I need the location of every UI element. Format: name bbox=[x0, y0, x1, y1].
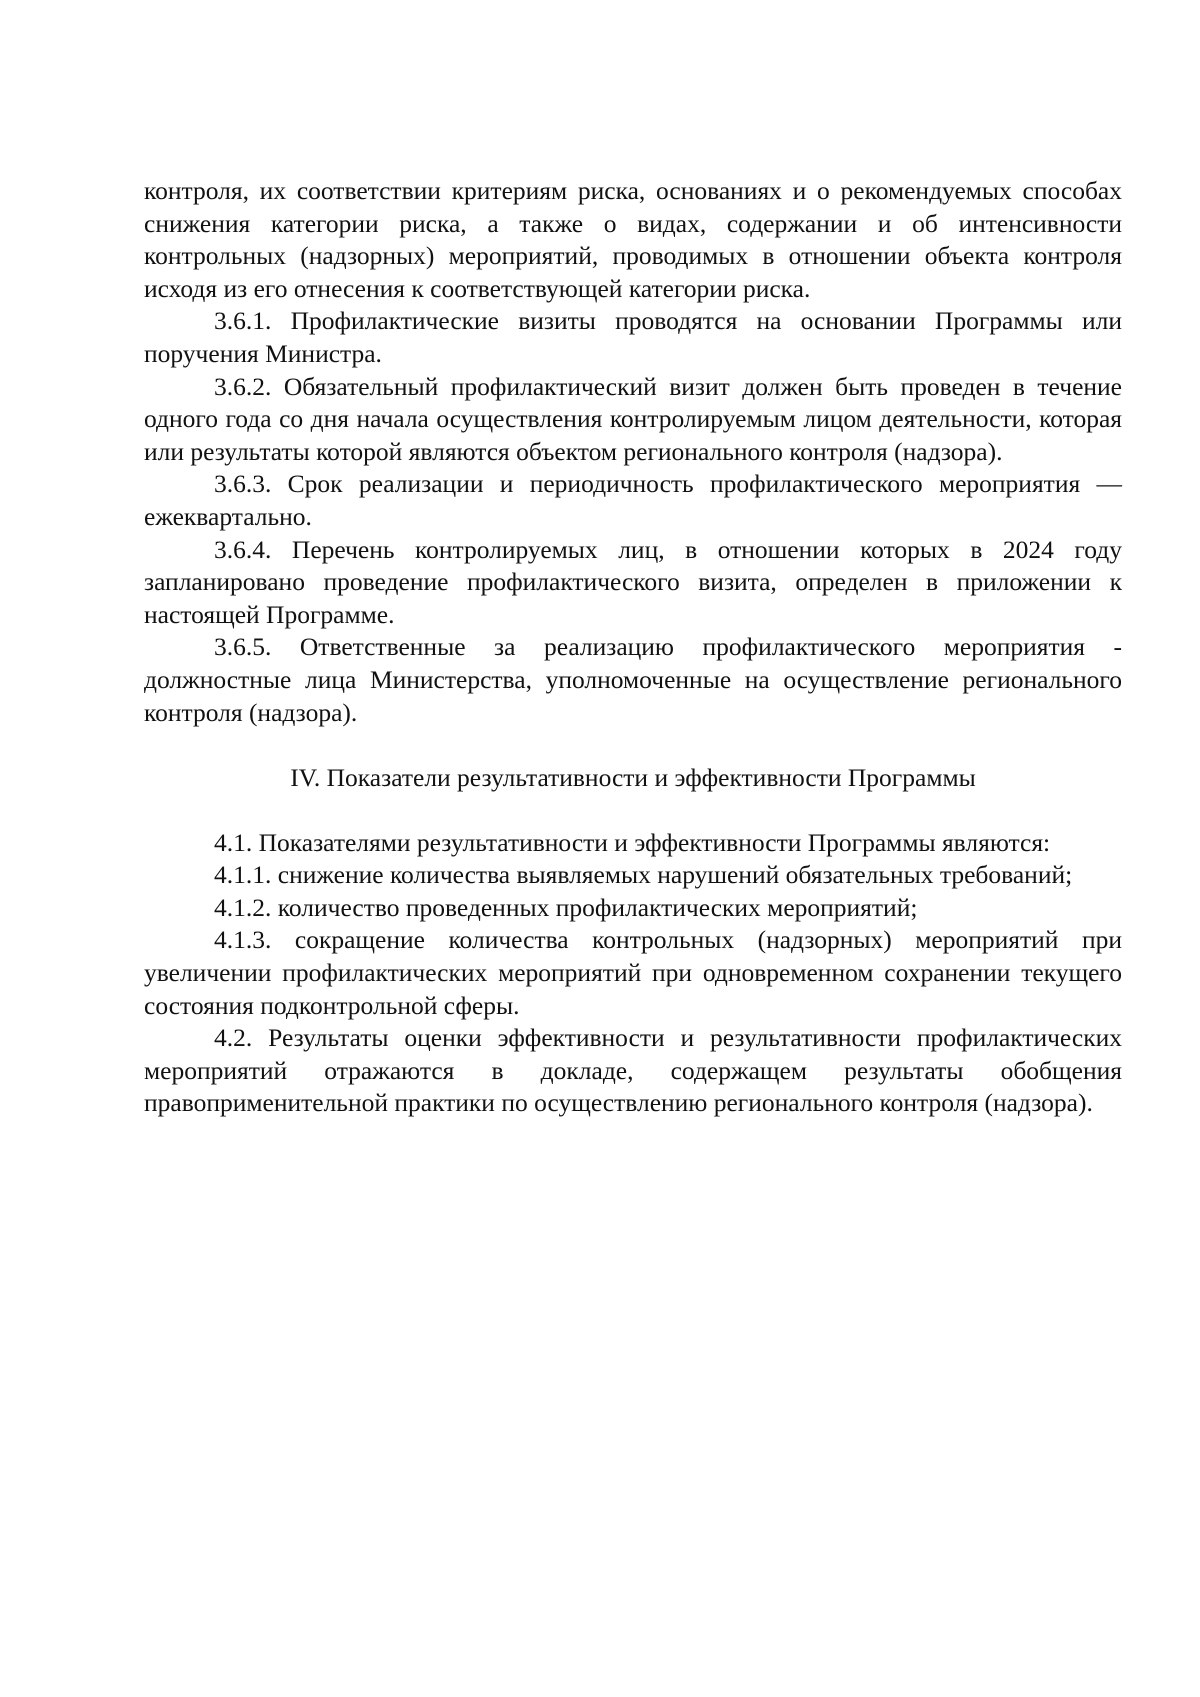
paragraph-4-1: 4.1. Показателями результативности и эффективности Программы являются: bbox=[214, 827, 1051, 857]
paragraph-4-1-1: 4.1.1. снижение количества выявляемых нарушений обязательных требований; bbox=[214, 860, 1073, 890]
paragraph-4-1-2: 4.1.2. количество проведенных профилактических мероприятий; bbox=[214, 892, 918, 922]
paragraph-3-6-4: 3.6.4. Перечень контролируемых лиц, в отношении которых в 2024 году запланировано проведение профилактического визита, определен в приложении к настоящей Программе. bbox=[144, 534, 1122, 629]
paragraph-3-6-1: 3.6.1. Профилактические визиты проводятся на основании Программы или поручения Министра. bbox=[144, 306, 1122, 368]
paragraph-3-6-2: 3.6.2. Обязательный профилактический визит должен быть проведен в течение одного года со дня начала осуществления контролируемым лицом деятельности, которая или результаты которой являются объектом регионального контроля (надзора). bbox=[144, 371, 1122, 466]
paragraph-3-6-3: 3.6.3. Срок реализации и периодичность профилактического мероприятия — ежеквартально. bbox=[144, 469, 1122, 531]
document-body bbox=[144, 175, 1122, 1120]
paragraph-4-2: 4.2. Результаты оценки эффективности и результативности профилактических мероприятий отражаются в докладе, содержащем результаты обобщения правоприменительной практики по осуществлению регионального контроля (надзора). bbox=[144, 1023, 1122, 1118]
paragraph-continuation: контроля, их соответствии критериям риска, основаниях и о рекомендуемых способах снижения категории риска, а также о видах, содержании и об интенсивности контрольных (надзорных) мероприятий, проводимых в отношении объекта контроля исходя из его отнесения к соответствующей категории риска. bbox=[144, 176, 1122, 303]
paragraph-4-1-3: 4.1.3. сокращение количества контрольных (надзорных) мероприятий при увеличении профилактических мероприятий при одновременном сохранении текущего состояния подконтрольной сферы. bbox=[144, 925, 1122, 1020]
section-heading: IV. Показатели результативности и эффективности Программы bbox=[290, 763, 976, 793]
paragraph-3-6-5: 3.6.5. Ответственные за реализацию профилактического мероприятия - должностные лица Министерства, уполномоченные на осуществление регионального контроля (надзора). bbox=[144, 632, 1122, 727]
